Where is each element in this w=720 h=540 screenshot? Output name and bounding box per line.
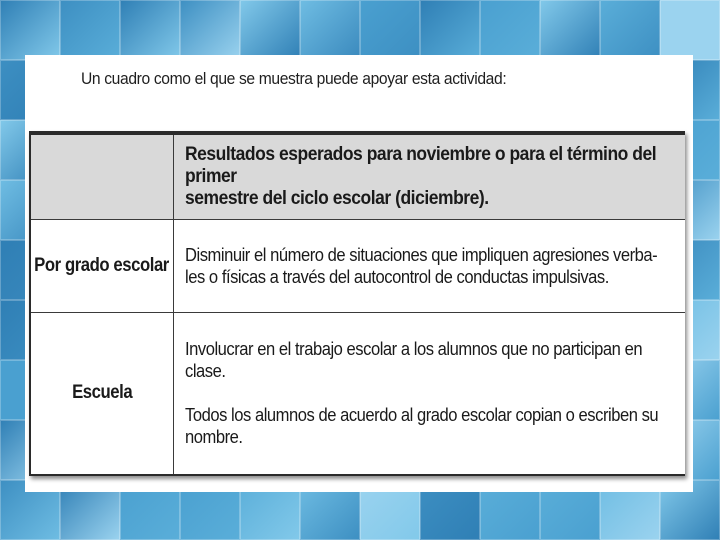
table-row (31, 219, 685, 313)
row-text-line: Disminuir el número de situaciones que impliquen agresiones verba- (185, 244, 658, 265)
row-text-line: Todos los alumnos de acuerdo al grado escolar copian o escriben su (185, 405, 659, 425)
background-tile (120, 0, 180, 60)
row-label-escuela: Escuela (31, 312, 174, 474)
header-empty-cell (31, 135, 174, 219)
table-header-row (31, 135, 685, 220)
table-row (31, 312, 685, 476)
row-label-grado: Por grado escolar (31, 219, 174, 312)
row-text-cell (185, 219, 679, 312)
background-tile (180, 0, 240, 60)
background-tile (0, 0, 60, 60)
background-tile (300, 0, 360, 60)
background-tile (660, 0, 720, 60)
intro-text: Un cuadro como el que se muestra puede apoyar esta actividad: (81, 69, 507, 88)
row-text-paragraph (185, 338, 682, 382)
background-tile (60, 0, 120, 60)
background-tile (360, 0, 420, 60)
row-text-cell (185, 312, 679, 474)
header-text-cell (185, 135, 679, 219)
header-text-line: Resultados esperados para noviembre o para el término del primer (185, 144, 657, 187)
row-text-line: clase. (185, 361, 226, 381)
background-tile (240, 0, 300, 60)
background-tile (480, 0, 540, 60)
row-text-paragraph (185, 404, 682, 448)
results-table (29, 131, 685, 476)
header-text-line: semestre del ciclo escolar (diciembre). (185, 188, 489, 209)
row-text-line: nombre. (185, 427, 243, 447)
row-text-line: Involucrar en el trabajo escolar a los alumnos que no participan en (185, 339, 643, 359)
background-tile (600, 0, 660, 60)
row-text-line: les o físicas a través del autocontrol de conductas impulsivas. (185, 266, 609, 287)
slide-content (25, 55, 693, 492)
background-tile (420, 0, 480, 60)
background-tile (540, 0, 600, 60)
